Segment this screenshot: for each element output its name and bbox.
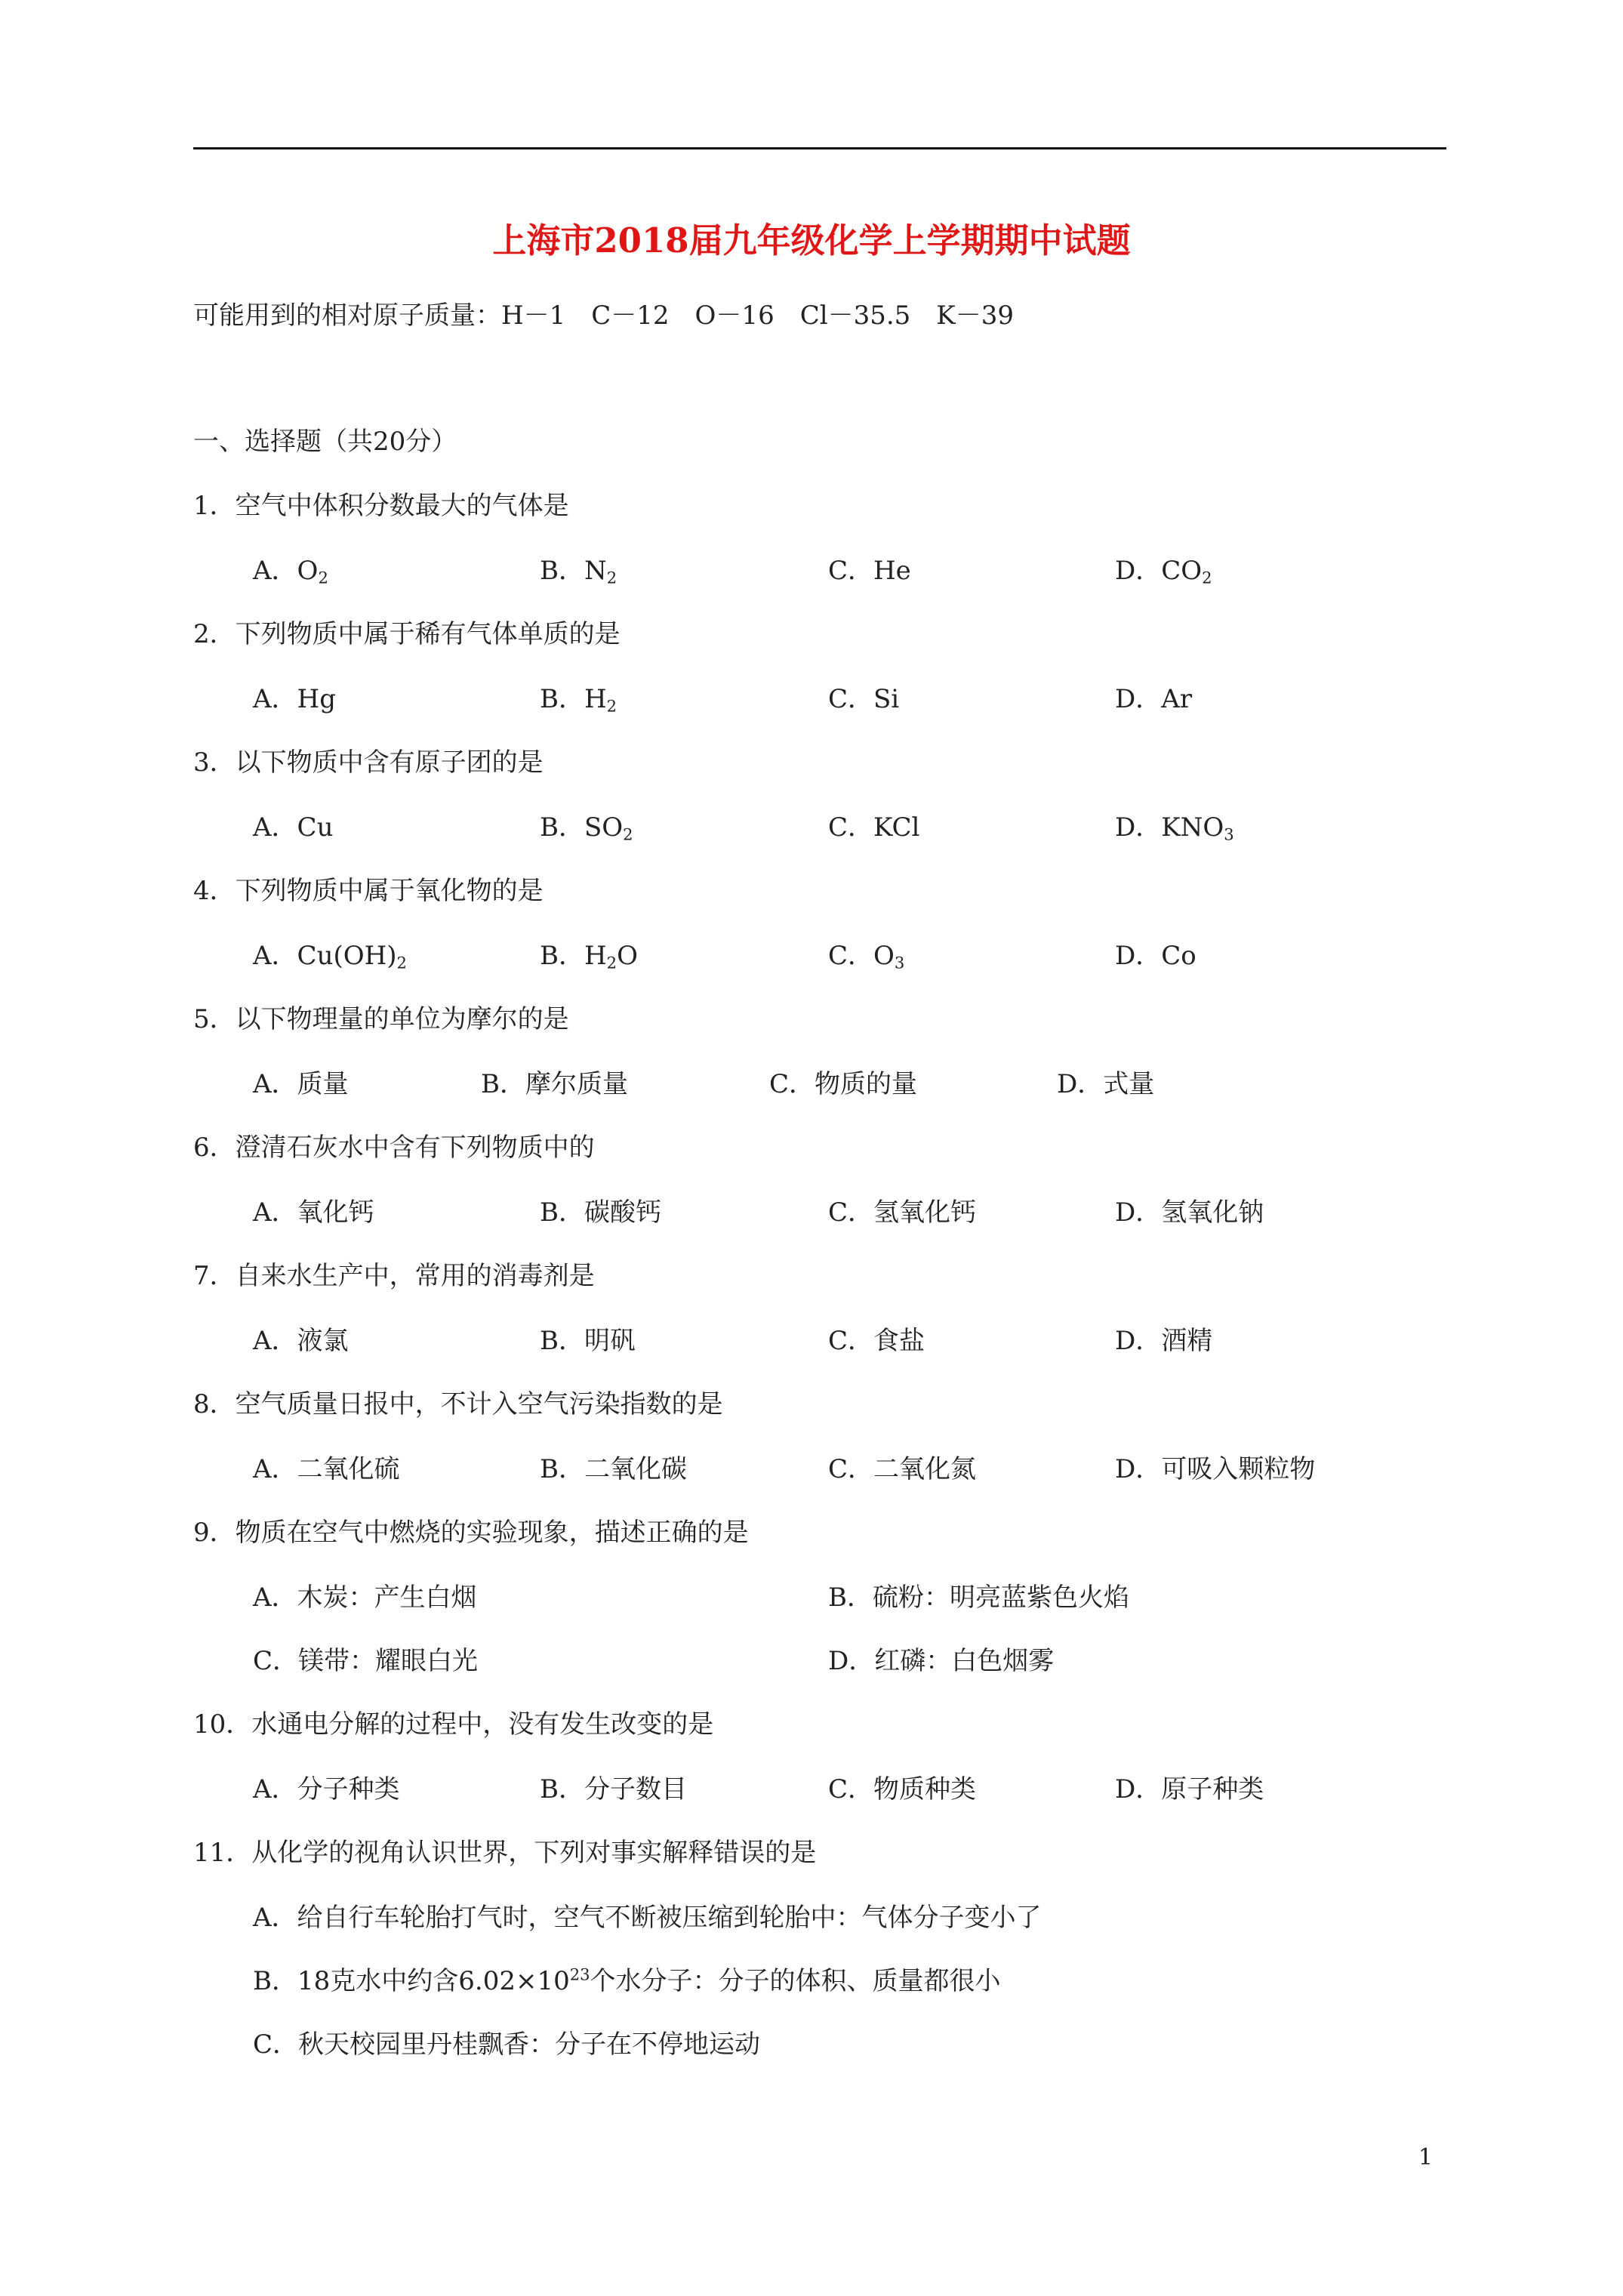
q11-option-c: C．秋天校园里丹桂飘香：分子在不停地运动 [253, 2029, 761, 2060]
q2-option-a: A．Hg [253, 684, 336, 714]
question-5: 5．以下物理量的单位为摩尔的是 [193, 1004, 569, 1034]
q8-option-a: A．二氧化硫 [253, 1454, 400, 1484]
q7-option-d: D．酒精 [1115, 1326, 1213, 1356]
q9-option-d: D．红磷：白色烟雾 [828, 1646, 1055, 1676]
q6-option-a: A．氧化钙 [253, 1197, 374, 1228]
q8-option-c: C．二氧化氮 [828, 1454, 977, 1484]
q2-option-b: B．$H_2$ [540, 684, 617, 716]
question-6: 6．澄清石灰水中含有下列物质中的 [193, 1133, 595, 1163]
question-10: 10．水通电分解的过程中，没有发生改变的是 [193, 1709, 714, 1740]
q5-option-b: B．摩尔质量 [481, 1069, 628, 1099]
q5-option-a: A．质量 [253, 1069, 349, 1099]
q4-option-c: C．$O_3$ [828, 941, 905, 972]
q10-option-b: B．分子数目 [540, 1774, 687, 1804]
question-2: 2．下列物质中属于稀有气体单质的是 [193, 619, 621, 649]
q1-option-b: B．$N_2$ [540, 556, 617, 587]
atomic-masses: 可能用到的相对原子质量：H－1 C－12 O－16 Cl－35.5 K－39 [193, 300, 1014, 331]
q6-option-b: B．碳酸钙 [540, 1197, 661, 1228]
question-4: 4．下列物质中属于氧化物的是 [193, 876, 544, 906]
q5-option-c: C．物质的量 [769, 1069, 918, 1099]
question-11: 11．从化学的视角认识世界，下列对事实解释错误的是 [193, 1838, 817, 1868]
q6-option-d: D．氢氧化钠 [1115, 1197, 1264, 1228]
q10-option-c: C．物质种类 [828, 1774, 977, 1804]
page-number: 1 [1418, 2144, 1433, 2171]
question-8: 8．空气质量日报中，不计入空气污染指数的是 [193, 1389, 723, 1419]
q9-option-a: A．木炭：产生白烟 [253, 1583, 477, 1613]
q7-option-c: C．食盐 [828, 1326, 925, 1356]
q1-option-a: A．$O_2$ [253, 556, 328, 587]
q6-option-c: C．氢氧化钙 [828, 1197, 977, 1228]
q4-option-d: D．Co [1115, 941, 1196, 971]
question-9: 9．物质在空气中燃烧的实验现象，描述正确的是 [193, 1518, 749, 1548]
question-7: 7．自来水生产中，常用的消毒剂是 [193, 1261, 595, 1291]
q3-option-d: D．$KNO_3$ [1115, 812, 1234, 844]
q10-option-a: A．分子种类 [253, 1774, 400, 1804]
q4-option-a: A．$Cu(OH)_2$ [253, 941, 407, 972]
q7-option-b: B．明矾 [540, 1326, 636, 1356]
q10-option-d: D．原子种类 [1115, 1774, 1264, 1804]
q11-option-b: B．18克水中约含$6.02\times 10^{23}$个水分子：分子的体积、质量都很小 [253, 1965, 1001, 1996]
q9-option-c: C．镁带：耀眼白光 [253, 1646, 479, 1676]
q7-option-a: A．液氯 [253, 1326, 349, 1356]
question-1: 1．空气中体积分数最大的气体是 [193, 491, 569, 521]
q11-option-a: A．给自行车轮胎打气时，空气不断被压缩到轮胎中：气体分子变小了 [253, 1903, 1042, 1933]
question-3: 3．以下物质中含有原子团的是 [193, 747, 544, 778]
q2-option-d: D．Ar [1115, 684, 1193, 714]
q4-option-b: B．$H_2O$ [540, 941, 638, 972]
q9-option-b: B．硫粉：明亮蓝紫色火焰 [828, 1583, 1129, 1613]
q1-option-c: C．He [828, 556, 911, 586]
header-rule [193, 147, 1446, 149]
q8-option-b: B．二氧化碳 [540, 1454, 687, 1484]
q3-option-a: A．Cu [253, 812, 334, 843]
q8-option-d: D．可吸入颗粒物 [1115, 1454, 1316, 1484]
section-heading: 一、选择题（共20分） [193, 427, 457, 457]
q2-option-c: C．Si [828, 684, 900, 714]
q3-option-b: B．$SO_2$ [540, 812, 633, 844]
page-title: 上海市2018届九年级化学上学期期中试题 [492, 220, 1131, 260]
q3-option-c: C．KCl [828, 812, 920, 843]
q5-option-d: D．式量 [1057, 1069, 1155, 1099]
q1-option-d: D．$CO_2$ [1115, 556, 1212, 587]
